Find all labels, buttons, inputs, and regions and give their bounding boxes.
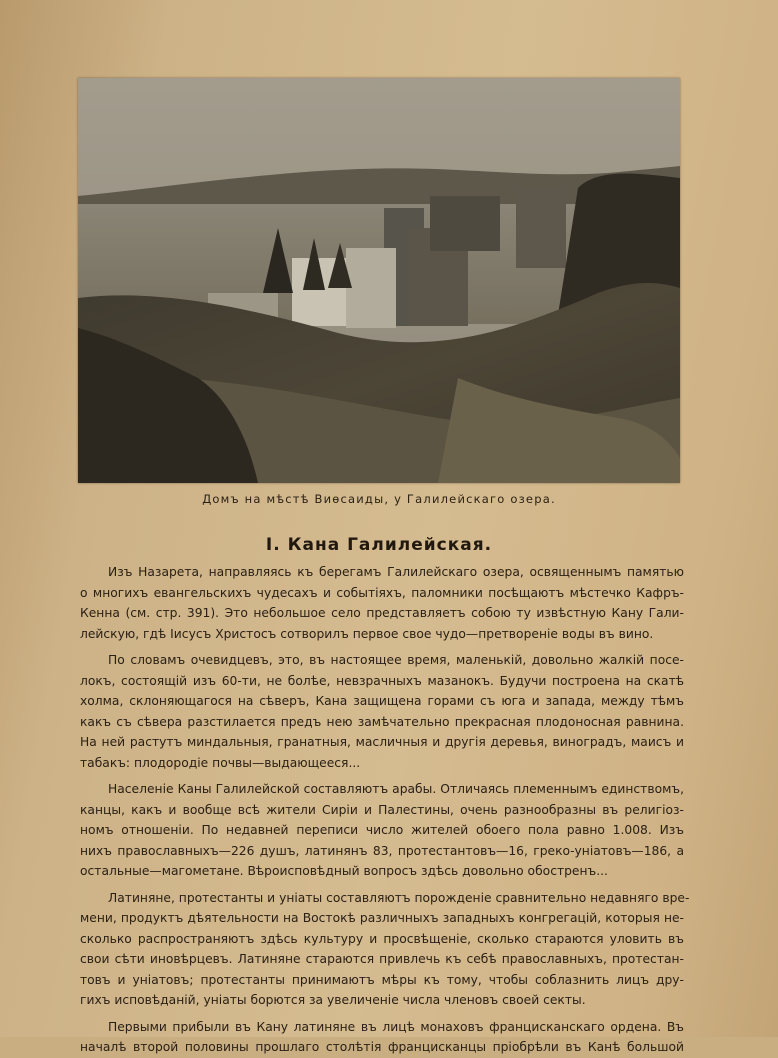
text-line: канцы, какъ и вообще всѣ жители Сиріи и Палестины, очень разнообразны въ религіоз-: [80, 802, 684, 817]
paragraph: [80, 650, 684, 773]
text-line: свои сѣти иновѣрцевъ. Латиняне стараются привлечь къ себѣ православныхъ, протестан-: [80, 952, 684, 966]
chapter-heading: I. Кана Галилейская.: [265, 535, 493, 555]
photograph-image: [78, 78, 680, 483]
text-line: о многихъ евангельскихъ чудесахъ и событіяхъ, паломники посѣщаютъ мѣстечко Кафръ-: [80, 585, 684, 600]
text-line: табакъ: плодородіе почвы—выдающееся...: [80, 755, 361, 770]
text-line: началѣ второй половины прошлаго столѣтія францисканцы пріобрѣли въ Канѣ большой: [80, 1040, 684, 1054]
photo-caption: Домъ на мѣстѣ Виѳсаиды, у Галилейскаго озера.: [202, 492, 556, 506]
paragraph: [80, 779, 684, 882]
text-line: мени, продуктъ дѣятельности на Востокѣ различныхъ западныхъ конгрегацій, которыя не-: [80, 911, 684, 925]
body-text: [80, 562, 690, 1058]
paragraph: [80, 1017, 684, 1058]
paragraph: [80, 888, 690, 1011]
text-line: На ней растутъ миндальныя, гранатныя, масличныя и другія деревья, виноградъ, маисъ и: [80, 735, 684, 749]
text-line: нихъ православныхъ—226 душъ, латинянъ 83, протестантовъ—16, греко-уніатовъ—186, а: [80, 843, 684, 858]
text-line: гихъ исповѣданій, уніаты борются за увеличеніе числа членовъ своей секты.: [80, 993, 586, 1007]
text-line: номъ отношеніи. По недавней переписи число жителей обоего пола равно 1.008. Изъ: [80, 823, 684, 837]
text-line: сколько распространяютъ здѣсь культуру и просвѣщеніе, сколько стараются уловить въ: [80, 931, 684, 946]
text-line: Населеніе Каны Галилейской составляютъ арабы. Отличаясь племеннымъ единствомъ,: [108, 782, 684, 796]
text-line: Первыми прибыли въ Кану латиняне въ лицѣ монаховъ францисканскаго ордена. Въ: [108, 1019, 684, 1034]
text-line: холма, склоняющагося на сѣверъ, Кана защищена горами съ юга и запада, между тѣмъ: [80, 694, 684, 708]
text-line: локъ, состоящій изъ 60-ти, не болѣе, невзрачныхъ мазанокъ. Будучи построена на скатѣ: [80, 673, 684, 688]
text-line: лейскую, гдѣ Іисусъ Христосъ сотворилъ первое свое чудо—претвореніе воды въ вино.: [80, 626, 654, 641]
text-line: остальные—магометане. Вѣроисповѣдный вопросъ здѣсь довольно обостренъ...: [80, 864, 608, 878]
text-line: По словамъ очевидцевъ, это, въ настоящее время, маленькій, довольно жалкій посе-: [108, 653, 684, 667]
photograph: [78, 78, 680, 483]
paragraph: [80, 562, 684, 644]
text-line: Латиняне, протестанты и уніаты составляютъ порожденіе сравнительно недавняго вре-: [108, 890, 690, 905]
text-line: товъ и уніатовъ; протестанты принимаютъ мѣры къ тому, чтобы соблазнить лицъ дру-: [80, 972, 684, 987]
text-line: Изъ Назарета, направляясь къ берегамъ Галилейскаго озера, освященнымъ памятью: [108, 565, 684, 579]
text-line: какъ съ сѣвера разстилается предъ нею замѣчательно прекрасная плодоносная равнина.: [80, 714, 684, 729]
text-line: Кенна (см. стр. 391). Это небольшое село представляетъ собою ту извѣстную Кану Гали-: [80, 606, 684, 620]
